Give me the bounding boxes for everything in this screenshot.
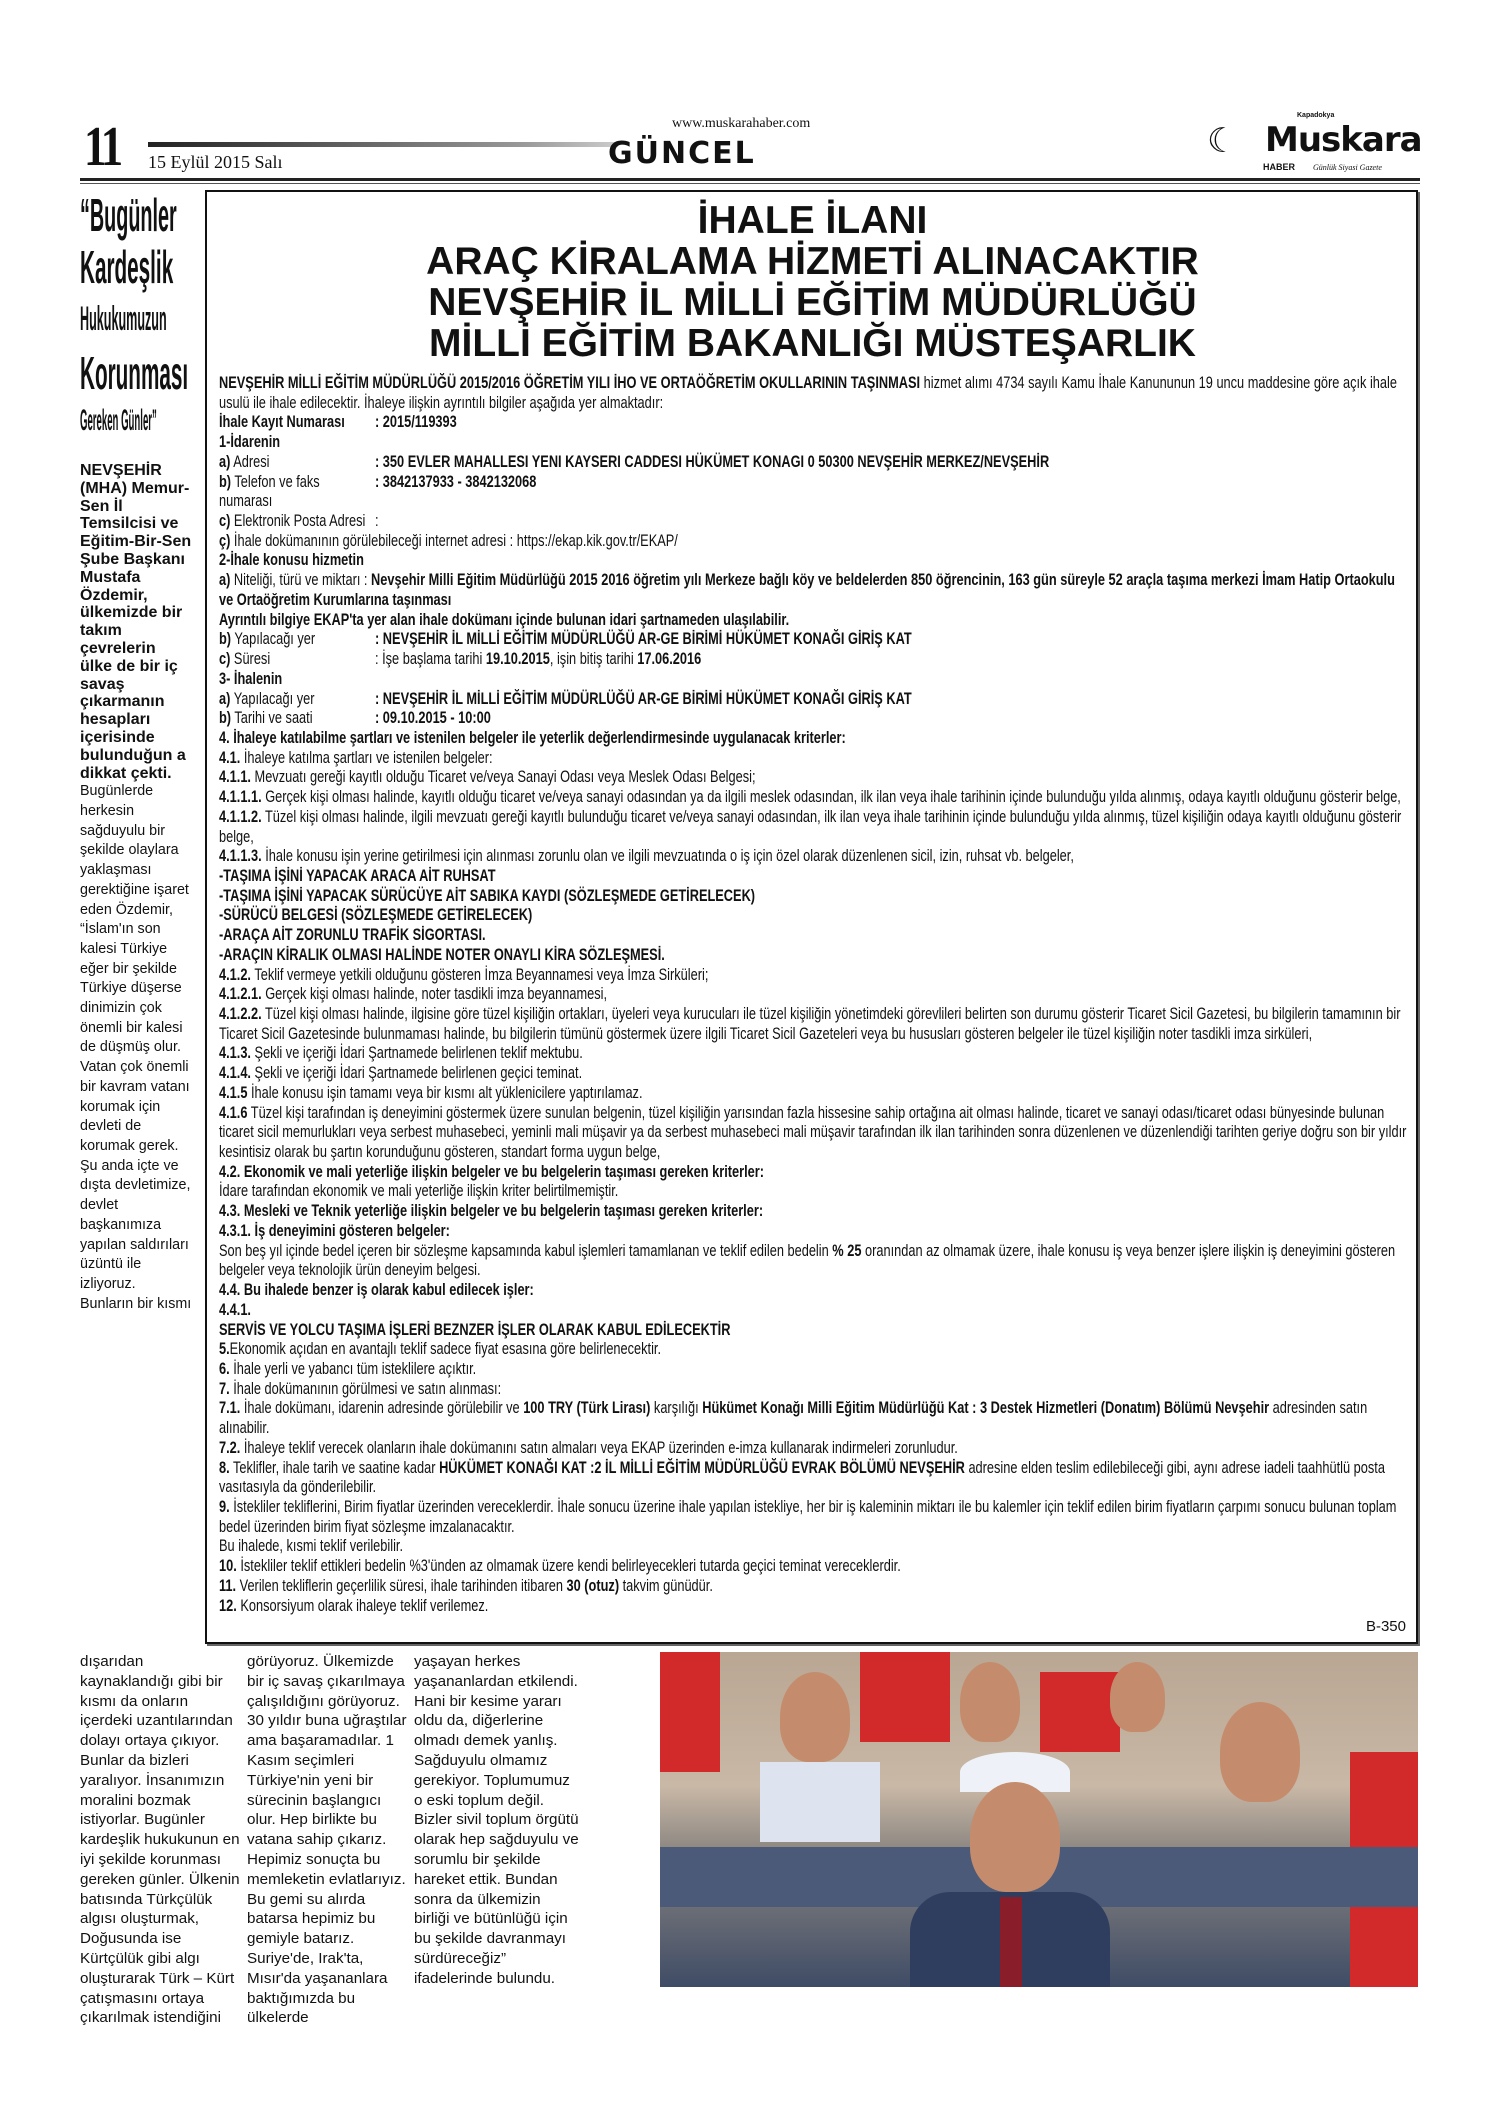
tender-paragraph — [219, 1498, 1408, 1537]
text-segment: b) — [219, 472, 232, 491]
tender-paragraph — [219, 1064, 1408, 1084]
tender-paragraph — [219, 1577, 1408, 1597]
text-segment: Hükümet Konağı Milli Eğitim Müdürlüğü Kat : 3 Destek Hizmetleri (Donatım) Bölümü Nevşehir — [702, 1399, 1270, 1418]
tender-paragraph — [219, 670, 1408, 690]
text-segment: 9. — [219, 1497, 230, 1516]
text-segment: Nevşehir Milli Eğitim Müdürlüğü 2015 2016 öğretim yılı Merkeze bağlı köy ve beldelerden 850 öğrencinin, 163 gün süreyle 52 araçla taşıma merkezi İmam Hatip Ortaokulu ve Ortaöğretim Kurumlarına taşınması — [219, 571, 1395, 609]
logo-name: Muskara — [1265, 120, 1422, 160]
text-segment: Bu ihalede, kısmi teklif verilebilir. — [219, 1537, 404, 1556]
text-segment: SERVİS VE YOLCU TAŞIMA İŞLERİ BEZNZER İŞLER OLARAK KABUL EDİLECEKTİR — [219, 1320, 731, 1339]
tender-field — [219, 512, 1408, 532]
tender-paragraph — [219, 1321, 1408, 1341]
text-segment: İhaleye katılma şartları ve istenilen belgeler: — [240, 748, 493, 767]
text-segment: 4.2. Ekonomik ve mali yeterliğe ilişkin belgeler ve bu belgelerin taşıması gereken kriterler: — [219, 1162, 765, 1181]
tender-body — [219, 374, 1408, 1616]
bird-icon: ☾ — [1207, 122, 1238, 160]
text-segment: Ekonomik açıdan en avantajlı teklif sadece fiyat esasına göre belirlenecektir. — [229, 1340, 662, 1359]
tender-paragraph — [219, 946, 1408, 966]
tender-paragraph — [219, 1557, 1408, 1577]
text-segment: İhale konusu işin tamamı veya bir kısmı alt yüklenicilere yaptırılamaz. — [247, 1083, 643, 1102]
text-segment: 4.1.3. — [219, 1044, 251, 1063]
text-segment: Mevzuatı gereği kayıtlı olduğu Ticaret ve/veya Sanayi Odası veya Meslek Odası Belgesi; — [250, 768, 756, 787]
field-value — [375, 690, 912, 710]
text-segment: HÜKÜMET KONAĞI KAT :2 İL MİLLİ EĞİTİM MÜDÜRLÜĞÜ EVRAK BÖLÜMÜ NEVŞEHİR — [439, 1458, 965, 1477]
logo-top: Kapadokya — [1297, 112, 1335, 119]
title-line: NEVŞEHİR İL MİLLİ EĞİTİM MÜDÜRLÜĞÜ — [428, 281, 1197, 324]
field-label — [219, 473, 375, 512]
field-label — [219, 453, 375, 473]
text-segment: Tüzel kişi olması halinde, ilgili mevzuatı gereği kayıtlı bulunduğu ticaret ve/veya sanayi odasından, ilk ilan veya ihale tarihinin içinde bulunduğu yılda alınmış, tüzel kişiliğin odaya kayıtlı olduğunu gösterir belge, — [219, 807, 1402, 846]
story-lead: NEVŞEHİR (MHA) Memur-Sen İl Temsilcisi ve Eğitim-Bir-Sen Şube Başkanı Mustafa Özdemir, ülkemizde bir takım çevrelerin ülke de bir iç savaş çıkarmanın hesapları içerisinde bulunduğun a dikkat çekti. — [80, 462, 192, 782]
text-segment: 1-İdarenin — [219, 433, 281, 452]
tender-title — [219, 200, 1406, 364]
text-segment: Tüzel kişi tarafından iş deneyimini göstermek üzere sunulan belgenin, tüzel kişiliğin yarısından fazla hissesine sahip ortağına ait olması halinde, ticaret ve sanayi odası/ticaret odası bünyesinde bulunan ticaret sicil memurlukları veya serbest muhasebeci, yeminli mali müşavir ya da serbest muhasebeci mali müşavir tarafından ilk ilan tarihinden sonra düzenlenen ve düzenlendiği tarihten geriye doğru son bir yıldır kesintisiz olarak bu şartın korunduğunu gösteren, standart forma uygun belge, — [219, 1103, 1407, 1162]
text-segment: İdare tarafından ekonomik ve mali yeterliğe ilişkin kriter belirtilmemiştir. — [219, 1182, 619, 1201]
text-segment: İhale dokümanının görülmesi ve satın alınması: — [229, 1379, 502, 1398]
text-segment: 4. İhaleye katılabilme şartları ve istenilen belgeler ile yeterlik değerlendirmesinde uygulanacak kriterler: — [219, 728, 846, 747]
headline-line: Hukukumuzun — [80, 300, 167, 338]
tender-paragraph — [219, 1222, 1408, 1242]
text-segment: Teklifler, ihale tarih ve saatine kadar — [229, 1458, 440, 1477]
text-segment: İhale konusu işin yerine getirilmesi için alınması zorunlu olan ve ilgili mevzuatında o iş için özel olarak düzenlenen sicil, izin, ruhsat vb. belgeler, — [261, 847, 1074, 866]
text-segment: Tüzel kişi olması halinde, ilgisine göre tüzel kişiliğin ortakları, üyeleri veya kurucuları ile tüzel kişiliğin yönetimdeki görevlileri belirten son durumu gösterir Ticaret Sicil Gazetesi, bu bilgilerin tamamının bir Ticaret Sicil Gazetesinde bulunmaması halinde, bu bilgilerin tümünü göstermek üzere ilgili Ticaret Sicil Gazeteleri veya bu hususları gösteren belgeler ile tüzel kişiliğin noter tasdikli imza sirküleri, — [219, 1005, 1401, 1043]
story-text-column-0: Bugünlerde herkesin sağduyulu bir şekilde olaylara yaklaşması gerektiğine işaret eden Özdemir, “İslam'ın son kalesi Türkiye eğer bir şekilde Türkiye düşerse dinimizin çok önemli bir kalesi de düşmüş olur. Vatan çok önemli bir kavram vatanı korumak için devleti de korumak gerek. Şu anda içte ve dışta devletimize, devlet başkanımıza yapılan saldırıları üzüntü ile izliyoruz. Bunların bir kısmı — [80, 783, 192, 1312]
tender-paragraph — [219, 729, 1408, 749]
field-label — [219, 709, 375, 729]
bottom-row — [80, 1652, 1420, 2028]
text-segment: : 350 EVLER MAHALLESI YENI KAYSERI CADDESI HÜKÜMET KONAGI 0 50300 NEVŞEHİR MERKEZ/NEVŞEHİR — [375, 452, 1050, 471]
text-segment: 4.1.1. — [219, 768, 251, 787]
text-segment: 17.06.2016 — [637, 650, 702, 669]
text-segment: Adresi — [230, 452, 270, 471]
tender-paragraph — [219, 906, 1408, 926]
tender-paragraph — [219, 749, 1408, 769]
text-segment: İhale dokümanı, idarenin adresinde görülebilir ve — [240, 1399, 524, 1418]
text-segment: 2-İhale konusu hizmetin — [219, 551, 364, 570]
tender-paragraph — [219, 808, 1408, 847]
text-segment: : NEVŞEHİR İL MİLLİ EĞİTİM MÜDÜRLÜĞÜ AR-GE BİRİMİ HÜKÜMET KONAĞI GİRİŞ KAT — [375, 630, 912, 649]
text-segment: oranından az olmamak üzere, ihale konusu iş veya benzer işlere ilişkin iş deneyimini gösteren belgeler veya teknolojik ürün deneyim belgesi. — [219, 1241, 1396, 1280]
text-segment: Gerçek kişi olması halinde, noter tasdikli imza beyannamesi, — [261, 985, 608, 1004]
text-segment: Konsorsiyum olarak ihaleye teklif verilemez. — [236, 1596, 489, 1615]
top-row — [80, 190, 1420, 1644]
title-line: ARAÇ KİRALAMA HİZMETİ ALINACAKTIR — [426, 240, 1199, 283]
text-segment: 4.1.4. — [219, 1064, 251, 1083]
text-segment: 7.2. — [219, 1438, 241, 1457]
tender-paragraph — [219, 847, 1408, 867]
header-divider-thin — [80, 183, 1420, 184]
tender-field — [219, 709, 1408, 729]
headline-line: “Bugünler — [80, 189, 177, 241]
text-segment: : 3842137933 - 3842132068 — [375, 472, 537, 491]
text-segment: 11. — [219, 1576, 237, 1595]
field-value — [375, 630, 912, 650]
text-segment: hizmet alımı 4734 sayılı Kamu İhale Kanununun 19 uncu maddesine göre açık ihale usulü ile ihale edilecektir. İhaleye ilişkin ayrıntılı bilgiler aşağıda yer almaktadır: — [219, 374, 1397, 412]
tender-paragraph — [219, 768, 1408, 788]
text-segment: : İşe başlama tarihi — [375, 650, 486, 669]
tender-announcement — [205, 190, 1418, 1644]
text-segment: -ARAÇIN KİRALIK OLMASI HALİNDE NOTER ONAYLI KİRA SÖZLEŞMESİ. — [219, 945, 665, 964]
text-segment: karşılığı — [650, 1399, 703, 1418]
text-segment: Verilen tekliflerin geçerlilik süresi, ihale tarihinden itibaren — [236, 1576, 567, 1595]
news-photo — [660, 1652, 1418, 1987]
page-content — [80, 190, 1420, 2028]
text-segment: c) — [219, 512, 231, 531]
text-segment: Şekli ve içeriği İdari Şartnamede belirlenen geçici teminat. — [250, 1064, 583, 1083]
tender-paragraph — [219, 1182, 1408, 1202]
text-segment: : 09.10.2015 - 10:00 — [375, 709, 491, 728]
tender-paragraph — [219, 1104, 1408, 1163]
header-rule — [148, 142, 618, 147]
headline-line: Kardeşlik — [80, 241, 174, 293]
tender-paragraph — [219, 551, 1408, 571]
logo-slogan: Günlük Siyasi Gazete — [1313, 163, 1382, 172]
issue-date: 15 Eylül 2015 Salı — [148, 152, 283, 172]
text-segment: a) — [219, 571, 231, 590]
tender-paragraph — [219, 1340, 1408, 1360]
text-segment: 4.1.6 — [219, 1103, 248, 1122]
tender-paragraph — [219, 1380, 1408, 1400]
text-segment: Teklif vermeye yetkili olduğunu gösteren İmza Beyannamesi veya İmza Sirküleri; — [250, 965, 709, 984]
text-segment: 7.1. — [219, 1399, 241, 1418]
tender-paragraph — [219, 571, 1408, 610]
tender-paragraph — [219, 1301, 1408, 1321]
tender-paragraph — [219, 1360, 1408, 1380]
story-text-column-3: yaşayan herkes yaşananlardan etkilendi. Hani bir kesime yararı oldu da, diğerlerine olmadı demek yanlış. Sağduyulu olmamız gerekiyor. Toplumumuz o eski toplum değil. Bizler sivil toplum örgütü olarak hep sağduyulu ve sorumlu bir şekilde hareket ettik. Bundan sonra da ülkemizin birliği ve bütünlüğü için bu şekilde davranmayı sürdüreceğiz” ifadelerinde bulundu. — [414, 1653, 579, 1987]
text-segment: NEVŞEHİR MİLLİ EĞİTİM MÜDÜRLÜĞÜ 2015/2016 ÖĞRETİM YILI İHO VE ORTAÖĞRETİM OKULLARININ TAŞINMASI — [219, 374, 921, 392]
text-segment: 30 (otuz) — [566, 1576, 620, 1595]
text-segment: İhale yerli ve yabancı tüm isteklilere açıktır. — [229, 1359, 477, 1378]
tender-field — [219, 630, 1408, 650]
text-segment: takvim günüdür. — [619, 1576, 713, 1595]
tender-paragraph — [219, 1005, 1408, 1044]
headline-line: Korunması — [80, 347, 189, 399]
tender-paragraph — [219, 926, 1408, 946]
text-segment: 4.1.5 — [219, 1083, 248, 1102]
text-segment: -TAŞIMA İŞİNİ YAPACAK ARACA AİT RUHSAT — [219, 866, 496, 885]
tender-paragraph — [219, 1242, 1408, 1281]
text-segment: 8. — [219, 1458, 230, 1477]
text-segment: 4.1.2.1. — [219, 985, 262, 1004]
field-label — [219, 650, 375, 670]
text-segment: adresinden satın alınabilir. — [219, 1399, 1368, 1438]
text-segment: 4.3. Mesleki ve Teknik yeterliğe ilişkin belgeler ve bu belgelerin taşıması gereken kriterler: — [219, 1202, 764, 1221]
field-label — [219, 690, 375, 710]
text-segment: İhale dokümanının görülebileceği internet adresi : https://ekap.kik.gov.tr/EKAP/ — [230, 531, 678, 550]
tender-paragraph — [219, 985, 1408, 1005]
tender-paragraph — [219, 433, 1408, 453]
story-headline — [80, 190, 192, 446]
text-segment: 6. — [219, 1359, 230, 1378]
tender-paragraph — [219, 1044, 1408, 1064]
text-segment: b) — [219, 709, 232, 728]
text-segment: ç) — [219, 531, 231, 550]
tender-paragraph — [219, 1281, 1408, 1301]
text-segment: : 2015/119393 — [375, 413, 457, 432]
field-value — [375, 453, 1049, 473]
text-segment: İstekliler teklif ettikleri bedelin %3'ünden az olmamak üzere kendi belirleyecekleri tutarda geçici teminat vereceklerdir. — [236, 1557, 901, 1576]
field-value — [375, 473, 536, 512]
text-segment: 19.10.2015 — [485, 650, 550, 669]
text-segment: , işin bitiş tarihi — [549, 650, 638, 669]
tender-field — [219, 650, 1408, 670]
tender-paragraph — [219, 532, 1408, 552]
text-segment: 4.4. Bu ihalede benzer iş olarak kabul edilecek işler: — [219, 1281, 534, 1300]
page-number: 11 — [84, 116, 120, 178]
text-segment: 4.4.1. — [219, 1300, 251, 1319]
story-text-column-1: dışarıdan kaynaklandığı gibi bir kısmı da onların içerdeki uzantılarından dolayı ortaya çıkıyor. Bunlar da bizleri yaralıyor. İnsanımızın moralini bozmak istiyorlar. Bugünler kardeşlik hukukunun en iyi şekilde korunması gereken günler. Ülkenin batısında Türkçülük algısı oluşturmak, Doğusunda ise Kürtçülük gibi algı oluşturarak Türk – Kürt çatışmasını ortaya çıkarılmak istendiğini — [80, 1653, 240, 2027]
text-segment: 4.1.1.3. — [219, 847, 262, 866]
tender-field — [219, 413, 1408, 433]
text-segment: 4.1. — [219, 748, 241, 767]
tender-paragraph — [219, 1399, 1408, 1438]
text-segment: Niteliği, türü ve miktarı : — [230, 571, 372, 590]
header-divider — [80, 178, 1420, 181]
ad-reference: B-350 — [1365, 1618, 1406, 1635]
tender-paragraph — [219, 1597, 1408, 1617]
text-segment: 4.1.1.1. — [219, 788, 262, 807]
text-segment: 10. — [219, 1557, 237, 1576]
text-segment: İhale Kayıt Numarası — [219, 413, 345, 432]
story-text-column-2: görüyoruz. Ülkemizde bir iç savaş çıkarılmaya çalışıldığını görüyoruz. 30 yıldır buna uğraştılar ama başaramadılar. 1 Kasım seçimleri Türkiye'nin yeni bir sürecinin başlangıcı olur. Hep birlikte bu vatana sahip çıkarız. Hepimiz sonuçta bu memleketin evlatlarıyız. Bu gemi su alırda batarsa hepimiz bu gemiyle batarız. Suriye'de, Irak'ta, Mısır'da yaşananlara baktığımızda bu ülkelerde — [247, 1653, 407, 2027]
text-segment: 12. — [219, 1596, 237, 1615]
tender-paragraph — [219, 867, 1408, 887]
text-segment: -SÜRÜCÜ BELGESİ (SÖZLEŞMEDE GETİRELECEK) — [219, 906, 533, 925]
text-segment: İstekliler tekliflerini, Birim fiyatlar üzerinden vereceklerdir. İhale sonucu üzerine ihale yapılan istekliye, her bir iş kaleminin miktarı ile bu kalemler için teklif edilen birim fiyatların çarpımı sonucu bulunan toplam bedel üzerinden birim fiyat sözleşme imzalanacaktır. — [219, 1497, 1397, 1536]
tender-body-wrapper — [219, 374, 1408, 1616]
field-label — [219, 630, 375, 650]
tender-paragraph — [219, 611, 1408, 631]
story-left-column — [80, 190, 192, 1314]
tender-paragraph — [219, 374, 1408, 413]
text-segment: Telefon ve faks numarası — [219, 472, 320, 511]
field-value — [375, 709, 491, 729]
text-segment: Şekli ve içeriği İdari Şartnamede belirlenen teklif mektubu. — [250, 1044, 583, 1063]
text-segment: 4.3.1. İş deneyimini gösteren belgeler: — [219, 1221, 450, 1240]
text-segment: İhaleye teklif verecek olanların ihale dokümanını satın almaları veya EKAP üzerinden e-imza kullanarak indirmeleri zorunludur. — [240, 1438, 958, 1457]
title-line: MİLLİ EĞİTİM BAKANLIĞI MÜSTEŞARLIK — [429, 322, 1196, 365]
text-segment: Tarihi ve saati — [231, 709, 313, 728]
text-segment: a) — [219, 452, 231, 471]
tender-paragraph — [219, 887, 1408, 907]
tender-paragraph — [219, 1459, 1408, 1498]
text-segment: : NEVŞEHİR İL MİLLİ EĞİTİM MÜDÜRLÜĞÜ AR-GE BİRİMİ HÜKÜMET KONAĞI GİRİŞ KAT — [375, 689, 912, 708]
text-segment: b) — [219, 630, 232, 649]
text-segment: 100 TRY (Türk Lirası) — [523, 1399, 651, 1418]
tender-paragraph — [219, 1163, 1408, 1183]
tender-paragraph — [219, 1439, 1408, 1459]
text-segment: -TAŞIMA İŞİNİ YAPACAK SÜRÜCÜYE AİT SABIKA KAYDI (SÖZLEŞMEDE GETİRELECEK) — [219, 886, 756, 905]
field-label — [219, 413, 375, 433]
text-segment: % 25 — [832, 1241, 862, 1260]
newspaper-logo — [1205, 112, 1420, 174]
text-segment: 4.1.2.2. — [219, 1005, 262, 1023]
text-segment: 5. — [219, 1340, 230, 1359]
text-segment: Son beş yıl içinde bedel içeren bir sözleşme kapsamında kabul işlemleri tamamlanan ve teklif edilen bedelin — [219, 1241, 833, 1260]
text-segment: adresine elden teslim edilebileceği gibi, aynı adrese iadeli taahhütlü posta vasıtasıyla da gönderilebilir. — [219, 1458, 1385, 1497]
tender-paragraph — [219, 1202, 1408, 1222]
tender-paragraph — [219, 788, 1408, 808]
title-line: İHALE İLANI — [697, 199, 928, 242]
field-value — [375, 413, 457, 433]
text-segment: 3- İhalenin — [219, 669, 283, 688]
text-segment: Yapılacağı yer — [231, 630, 316, 649]
tender-paragraph — [219, 966, 1408, 986]
text-segment: 4.1.2. — [219, 965, 251, 984]
text-segment: : — [375, 512, 379, 531]
logo-sub: HABER — [1263, 162, 1296, 172]
section-title: GÜNCEL — [608, 136, 756, 171]
text-segment: -ARAÇA AİT ZORUNLU TRAFİK SİGORTASI. — [219, 926, 486, 945]
tender-field — [219, 473, 1408, 512]
text-segment: Yapılacağı yer — [230, 689, 315, 708]
website-url: www.muskarahaber.com — [672, 116, 811, 131]
text-segment: 7. — [219, 1379, 230, 1398]
field-value — [375, 650, 701, 670]
tender-field — [219, 690, 1408, 710]
text-segment: Gerçek kişi olması halinde, kayıtlı olduğu ticaret ve/veya sanayi odasından ya da ilgili meslek odasından, ilk ilan veya ihale tarihinin içinde bulunduğu yılda alınmış, odaya kayıtlı olduğunu gösterir belge, — [261, 788, 1401, 807]
text-segment: Ayrıntılı bilgiye EKAP'ta yer alan ihale dokümanı içinde bulunan idari şartnameden ulaşılabilir. — [219, 610, 790, 629]
tender-field — [219, 453, 1408, 473]
text-segment: 4.1.1.2. — [219, 807, 262, 826]
field-label — [219, 512, 375, 532]
tender-paragraph — [219, 1084, 1408, 1104]
text-segment: a) — [219, 689, 231, 708]
text-segment: Süresi — [230, 650, 271, 669]
text-segment: Elektronik Posta Adresi — [230, 512, 366, 531]
field-value — [375, 512, 379, 532]
tender-paragraph — [219, 1537, 1408, 1557]
text-segment: c) — [219, 650, 231, 669]
headline-line: Gereken Günler” — [80, 404, 157, 437]
